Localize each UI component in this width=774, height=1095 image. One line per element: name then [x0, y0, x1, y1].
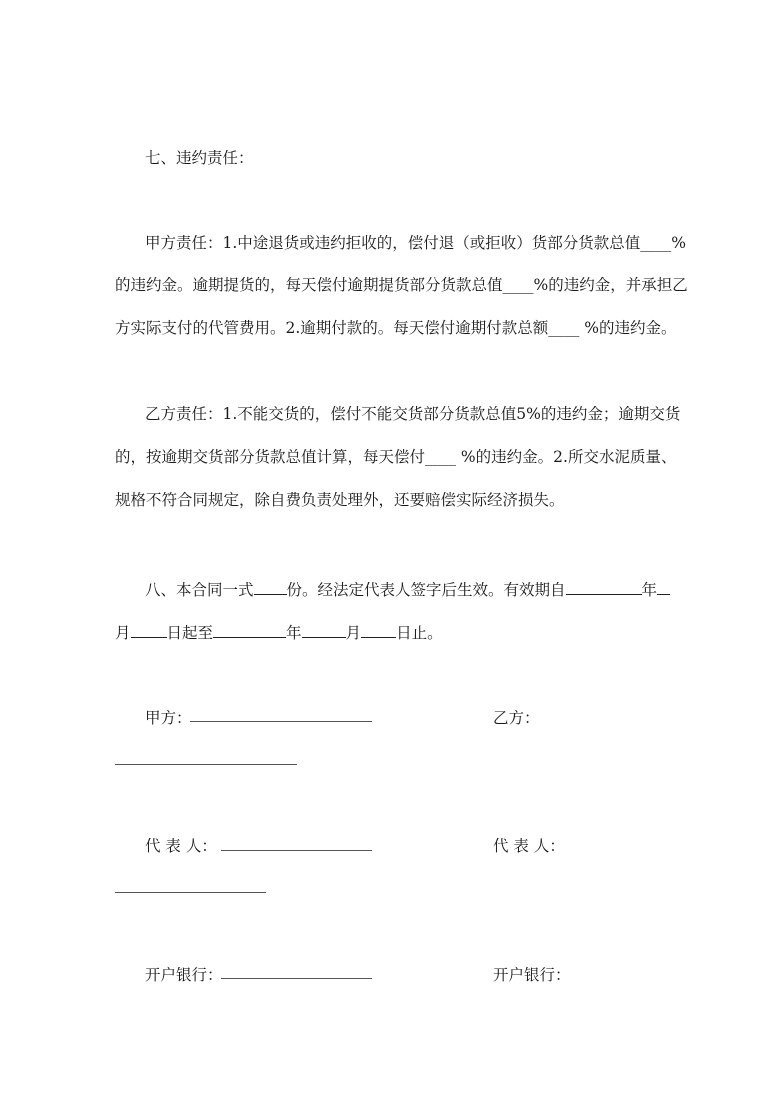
start-day-blank[interactable]	[131, 636, 167, 638]
bank-a-label: 开户银行：	[145, 966, 223, 984]
party-a-liability-line-2: 的违约金。逾期提货的，每天偿付逾期提货部分货款总值____%的违约金，并承担乙	[115, 276, 688, 294]
section-8-validity-text: 份。经法定代表人签字后生效。有效期自	[286, 581, 566, 599]
section-8-end-label: 日止。	[396, 624, 443, 642]
section-7-heading: 七、违约责任：	[145, 149, 254, 167]
section-8-until-label: 日起至	[166, 624, 214, 642]
party-a-label: 甲方：	[145, 709, 192, 727]
section-8-end-year-label: 年	[286, 624, 302, 642]
party-b-liability-line-2: 的，按逾期交货部分货款总值计算，每天偿付____ %的违约金。2.所交水泥质量、	[115, 448, 677, 466]
start-year-blank[interactable]	[566, 593, 642, 595]
party-a-liability-line-1: 甲方责任：1.中途退货或违约拒收的，偿付退（或拒收）货部分货款总值____%	[145, 234, 687, 252]
section-8-line-1	[145, 578, 670, 600]
end-day-blank[interactable]	[361, 636, 396, 638]
rep-b-label: 代 表 人：	[493, 837, 565, 855]
section-8-year-label: 年	[641, 581, 658, 599]
bank-a-line[interactable]	[221, 978, 372, 979]
start-month-blank-partial[interactable]	[657, 593, 670, 595]
section-8-end-month-label: 月	[345, 624, 362, 642]
party-b-signature-line[interactable]	[115, 764, 297, 765]
party-b-liability-line-1: 乙方责任：1.不能交货的，偿付不能交货部分货款总值5%的违约金；逾期交货	[145, 405, 681, 423]
party-b-label: 乙方：	[493, 709, 540, 727]
bank-b-label: 开户银行：	[493, 966, 571, 984]
section-8-month-label: 月	[115, 624, 131, 642]
section-8-line-2	[115, 621, 443, 643]
copies-blank[interactable]	[254, 593, 287, 595]
end-month-blank[interactable]	[302, 636, 346, 638]
end-year-blank[interactable]	[213, 636, 286, 638]
rep-b-signature-line[interactable]	[115, 892, 266, 893]
rep-a-signature-line[interactable]	[221, 850, 372, 851]
party-a-signature-line[interactable]	[190, 721, 372, 722]
party-a-liability-line-3: 方实际支付的代管费用。2.逾期付款的。每天偿付逾期付款总额____ %的违约金。	[115, 319, 677, 337]
section-8-copies-label: 八、本合同一式	[145, 581, 254, 599]
rep-a-label: 代 表 人：	[145, 837, 217, 855]
party-b-liability-line-3: 规格不符合同规定，除自费负责处理外，还要赔偿实际经济损失。	[115, 491, 565, 509]
